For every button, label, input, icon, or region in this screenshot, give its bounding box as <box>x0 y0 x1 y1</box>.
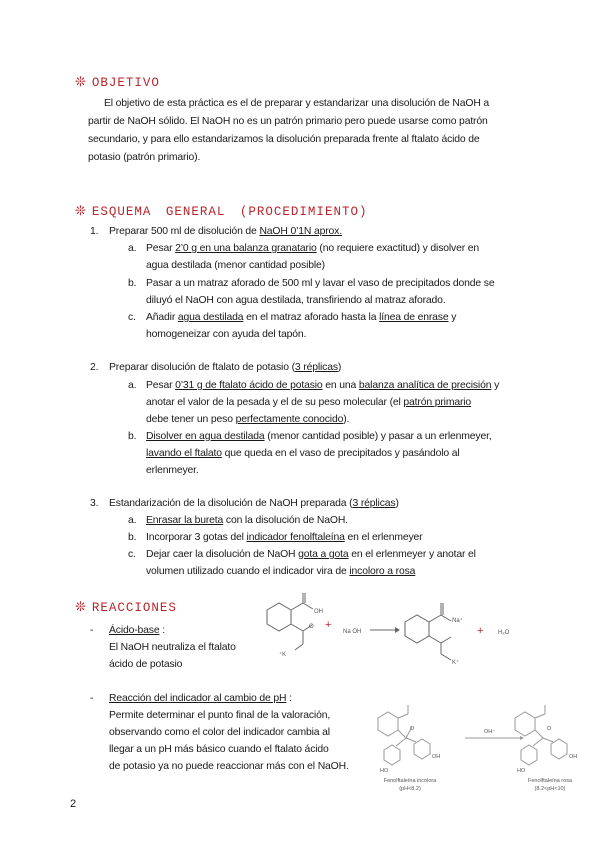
text: (menor cantidad posible) y pasar a un erlenmeyer, <box>264 431 492 442</box>
label: H₂O <box>498 630 510 636</box>
sub-item <box>146 311 456 325</box>
text: ) <box>337 362 342 373</box>
heading-text: OBJETIVO <box>91 76 160 90</box>
section-heading-reacciones <box>75 600 177 616</box>
label: O <box>309 624 314 630</box>
reaction-title <box>109 692 292 706</box>
asterisk-icon: ❊ <box>75 75 86 90</box>
sub-item: Pasar a un matraz aforado de 500 ml y lavar el vaso de precipitados donde se <box>146 278 495 289</box>
caption: (pH<8.2) <box>399 786 421 792</box>
acid-base-reaction-scheme <box>255 592 525 672</box>
text: en el erlenmeyer y anotar el <box>348 549 476 560</box>
text: Añadir <box>146 312 178 323</box>
list-letter: b. <box>128 532 137 543</box>
list-item <box>109 225 342 239</box>
section-heading-esquema <box>75 204 367 220</box>
list-number: 2. <box>90 362 99 373</box>
label: OH <box>432 754 441 760</box>
underlined-text: incoloro a rosa <box>349 566 416 577</box>
sub-item <box>146 430 492 444</box>
list-item <box>109 361 341 375</box>
underlined-text: indicador fenolftaleína <box>246 532 345 543</box>
text: anotar el valor de la pesada y el de su peso molecular (el <box>146 397 404 408</box>
sub-item-line: agua destilada (menor cantidad posible) <box>146 260 325 271</box>
section-heading-objetivo <box>75 75 160 91</box>
sub-item <box>146 531 423 545</box>
sub-item-line: homogeneizar con ayuda del tapón. <box>146 329 307 340</box>
underlined-text: 0’31 g de ftalato ácido de potasio <box>175 380 323 391</box>
list-item <box>109 497 399 511</box>
text: ). <box>343 414 350 425</box>
text: ) <box>395 498 399 509</box>
label: Na⁺ <box>452 618 463 624</box>
list-number: 3. <box>90 498 99 509</box>
text: : <box>286 693 292 704</box>
text: debe tener un peso <box>146 414 236 425</box>
label: K⁺ <box>452 660 460 666</box>
underlined-text: 3 réplicas <box>352 498 396 509</box>
indicator-reaction-scheme <box>370 700 600 795</box>
asterisk-icon: ❊ <box>75 204 86 219</box>
text: en una <box>322 380 359 391</box>
text: Dejar caer la disolución de NaOH <box>146 549 299 560</box>
sub-item <box>146 242 479 256</box>
paragraph-line: llegar a un pH más básico cuando el ftalato ácido <box>109 744 329 755</box>
list-letter: b. <box>128 431 137 442</box>
list-letter: a. <box>128 380 137 391</box>
reaction-title <box>109 624 165 638</box>
label: HO <box>517 768 526 774</box>
underlined-text: Disolver en agua destilada <box>146 431 265 442</box>
label: OH <box>314 609 323 615</box>
paragraph-line: El objetivo de esta práctica es el de preparar y estandarizar una disolución de NaOH a <box>104 98 490 109</box>
caption: Fenolftaleína rosa <box>527 778 573 784</box>
list-letter: b. <box>128 278 137 289</box>
text: y <box>491 380 500 391</box>
underlined-text: Ácido-base <box>109 625 160 636</box>
page-number: 2 <box>70 798 76 810</box>
sub-item-line: diluyó el NaOH con agua destilada, transfiriendo al matraz aforado. <box>146 295 446 306</box>
underlined-text: 2’0 g en una balanza granatario <box>175 243 317 254</box>
underlined-text: 3 réplicas <box>294 362 338 373</box>
sub-item <box>146 548 476 562</box>
label: O <box>410 726 415 732</box>
label: HO <box>380 768 389 774</box>
text: con la disolución de NaOH. <box>223 515 348 526</box>
underlined-text: perfectamente conocido <box>235 414 344 425</box>
paragraph-line: potasio (patrón primario). <box>88 152 201 163</box>
text: que queda en el vaso de precipitados y pasándolo al <box>221 448 460 459</box>
text: Preparar 500 ml de disolución de <box>109 226 260 237</box>
bullet-dash: - <box>90 693 94 704</box>
sub-item <box>146 514 348 528</box>
text: Estandarización de la disolución de NaOH preparada ( <box>109 498 353 509</box>
caption: (8.2<pH<10) <box>534 786 566 792</box>
paragraph-line: El NaOH neutraliza el ftalato <box>109 642 236 653</box>
sub-item <box>146 379 499 393</box>
paragraph-line: secundario, y para ello estandarizamos la disolución preparada frente al ftalato ácido de <box>88 134 480 145</box>
underlined-text: balanza analítica de precisión <box>358 380 492 391</box>
paragraph-line: observando como el color del indicador cambia al <box>109 727 330 738</box>
list-letter: c. <box>128 312 136 323</box>
list-number: 1. <box>90 226 99 237</box>
label: O <box>547 726 552 732</box>
sub-item-line <box>146 413 349 427</box>
list-letter: c. <box>128 549 136 560</box>
list-letter: a. <box>128 243 137 254</box>
heading-text: ESQUEMA GENERAL (PROCEDIMIENTO) <box>91 205 368 219</box>
paragraph-line: partir de NaOH sólido. El NaOH no es un patrón primario pero puede usarse como patrón <box>88 116 488 127</box>
paragraph-line: ácido de potasio <box>109 659 183 670</box>
sub-item-line <box>146 396 471 410</box>
sub-item-line: erlenmeyer. <box>146 465 199 476</box>
bullet-dash: - <box>90 625 94 636</box>
text: Pesar <box>146 243 176 254</box>
underlined-text: NaOH 0’1N aprox. <box>259 226 342 237</box>
heading-text: REACCIONES <box>91 601 177 615</box>
sub-item-line <box>146 447 460 461</box>
underlined-text: Reacción del indicador al cambio de pH <box>109 693 287 704</box>
plus-sign: + <box>325 619 332 631</box>
label: Na OH <box>343 629 362 635</box>
text: Incorporar 3 gotas del <box>146 532 247 543</box>
plus-sign: + <box>477 625 484 637</box>
text: y <box>448 312 457 323</box>
underlined-text: gota a gota <box>298 549 349 560</box>
label: ⁺K <box>279 652 287 658</box>
text: Preparar disolución de ftalato de potasio ( <box>109 362 295 373</box>
list-letter: a. <box>128 515 137 526</box>
asterisk-icon: ❊ <box>75 600 86 615</box>
reagent-label: OH⁻ <box>484 729 496 735</box>
underlined-text: lavando el ftalato <box>146 448 222 459</box>
text: : <box>159 625 165 636</box>
paragraph-line: Permite determinar el punto final de la valoración, <box>109 710 331 721</box>
text: (no requiere exactitud) y disolver en <box>316 243 480 254</box>
underlined-text: línea de enrase <box>379 312 449 323</box>
underlined-text: Enrasar la bureta <box>146 515 224 526</box>
text: Pesar <box>146 380 176 391</box>
sub-item-line <box>146 565 415 579</box>
underlined-text: patrón primario <box>403 397 472 408</box>
text: volumen utilizado cuando el indicador vira de <box>146 566 350 577</box>
paragraph-line: de potasio ya no puede reaccionar más con el NaOH. <box>109 761 349 772</box>
underlined-text: agua destilada <box>177 312 244 323</box>
text: en el erlenmeyer <box>344 532 423 543</box>
label: OH <box>569 754 578 760</box>
caption: Fenolftaleína incolora <box>383 778 437 784</box>
text: en el matraz aforado hasta la <box>243 312 380 323</box>
